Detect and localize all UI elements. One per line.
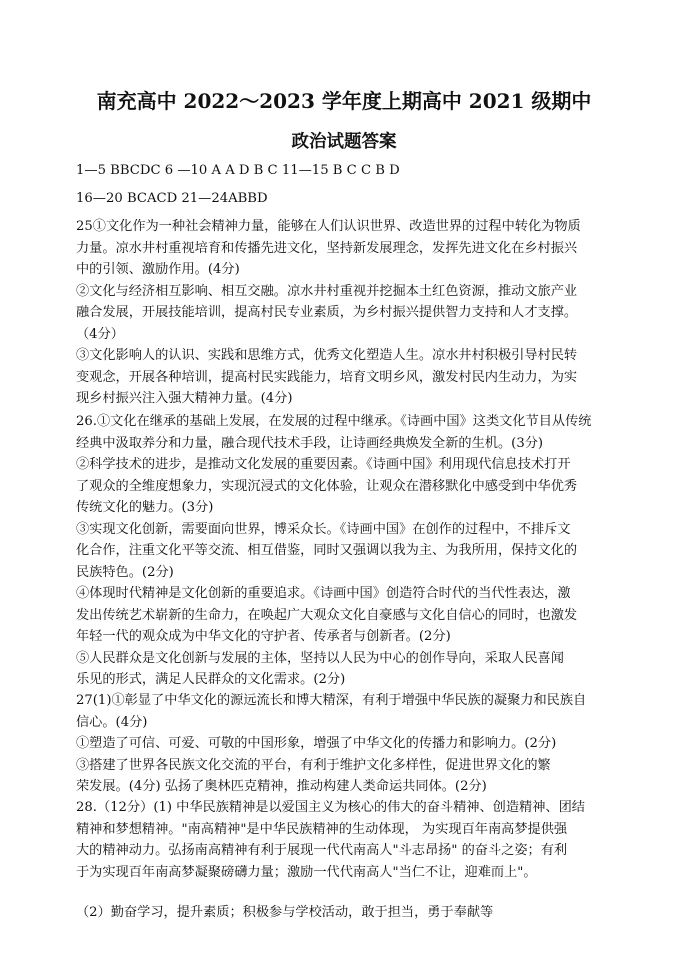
text-line: 大的精神动力。弘扬南高精神有利于展现一代代南高人"斗志昂扬" 的奋斗之姿；有利	[76, 843, 568, 858]
text-line: 乐见的形式，满足人民群众的文化需求。(2分)	[76, 672, 346, 687]
text-line: 27(1)①彰显了中华文化的源远流长和博大精深，有利于增强中华民族的凝聚力和民族自	[76, 693, 587, 708]
text-line: ①塑造了可信、可爱、可敬的中国形象，增强了中华文化的传播力和影响力。(2分)	[76, 736, 557, 751]
text-line: 发出传统艺术崭新的生命力，在唤起广大观众文化自豪感与文化自信心的同时，也激发	[76, 607, 578, 623]
text-line: 信心。(4分)	[76, 714, 148, 730]
text-line: 28.（12分）(1) 中华民族精神是以爱国主义为核心的伟大的奋斗精神、创造精神、团结	[76, 800, 585, 815]
text-line: 于为实现百年南高梦凝聚磅礴力量；激励一代代南高人"当仁不让，迎难而上"。	[76, 864, 537, 880]
answer-key-line-1: 1—5 BBCDC 6 —10 A A D B C 11—15 B C C B D	[76, 163, 400, 178]
text-line: ⑤人民群众是文化创新与发展的主体，坚持以人民为中心的创作导向，采取人民喜闻	[76, 650, 564, 666]
text-line: ②文化与经济相互影响、相互交融。凉水井村重视并挖掘本土红色资源，推动文旅产业	[76, 283, 578, 299]
text-line: 年轻一代的观众成为中华文化的守护者、传承者与创新者。(2分)	[76, 629, 451, 644]
text-line: 变观念，开展各种培训，提高村民实践能力，培育文明乡风，激发村民内生动力，为实	[76, 369, 578, 385]
text-line: ③实现文化创新，需要面向世界，博采众长。《诗画中国》在创作的过程中，不排斥文	[76, 521, 571, 537]
text-line: 25①文化作为一种社会精神力量，能够在人们认识世界、改造世界的过程中转化为物质	[76, 219, 581, 234]
question-28-part-2-answer: （2）勤奋学习，提升素质；积极参与学校活动，敢于担当，勇于奉献等	[76, 905, 494, 920]
text-line: 26.①文化在继承的基础上发展，在发展的过程中继承。《诗画中国》这类文化节目从传统	[76, 414, 592, 429]
text-line: 传统文化的魅力。(3分)	[76, 500, 214, 515]
text-line: ③搭建了世界各民族文化交流的平台，有利于维护文化多样性，促进世界文化的繁	[76, 757, 551, 773]
text-line: 力量。凉水井村重视培育和传播先进文化，坚持新发展理念，发挥先进文化在乡村振兴	[76, 240, 578, 256]
text-line: 荣发展。(4分) 弘扬了奥林匹克精神，推动构建人类命运共同体。(2分)	[76, 779, 487, 794]
text-line: 融合发展，开展技能培训，提高村民专业素质，为乡村振兴提供智力支持和人才支撑。	[76, 305, 578, 320]
text-line: 经典中汲取养分和力量，融合现代技术手段，让诗画经典焕发全新的生机。(3分)	[76, 435, 544, 451]
text-line: ②科学技术的进步，是推动文化发展的重要因素。《诗画中国》利用现代信息技术打开	[76, 457, 571, 472]
text-line: 了观众的全维度想象力，实现沉浸式的文化体验，让观众在潜移默化中感受到中华优秀	[76, 478, 578, 494]
text-line: ④体现时代精神是文化创新的重要追求。《诗画中国》创造符合时代的当代性表达，激	[76, 586, 571, 601]
question-25-answer	[76, 216, 616, 410]
text-line: 中的引领、激励作用。(4分)	[76, 262, 240, 277]
question-28-answer	[76, 797, 616, 883]
text-line: 现乡村振兴注入强大精神力量。(4分)	[76, 391, 293, 406]
text-line: 民族特色。(2分)	[76, 564, 174, 580]
question-26-answer	[76, 411, 616, 691]
document-title: 南充高中 2022～2023 学年度上期高中 2021 级期中	[96, 89, 592, 113]
text-line: 化合作，注重文化平等交流、相互借鉴，同时又强调以我为主、为我所用，保持文化的	[76, 543, 578, 558]
text-line: ③文化影响人的认识、实践和思维方式，优秀文化塑造人生。凉水井村积极引导村民转	[76, 348, 578, 363]
text-line: 精神和梦想精神。"南高精神"是中华民族精神的生动体现， 为实现百年南高梦提供强	[76, 821, 568, 837]
text-line: （4分）	[76, 326, 124, 342]
question-27-answer	[76, 690, 616, 798]
document-subtitle: 政治试题答案	[291, 132, 397, 152]
answer-key-line-2: 16—20 BCACD 21—24ABBD	[76, 191, 268, 206]
